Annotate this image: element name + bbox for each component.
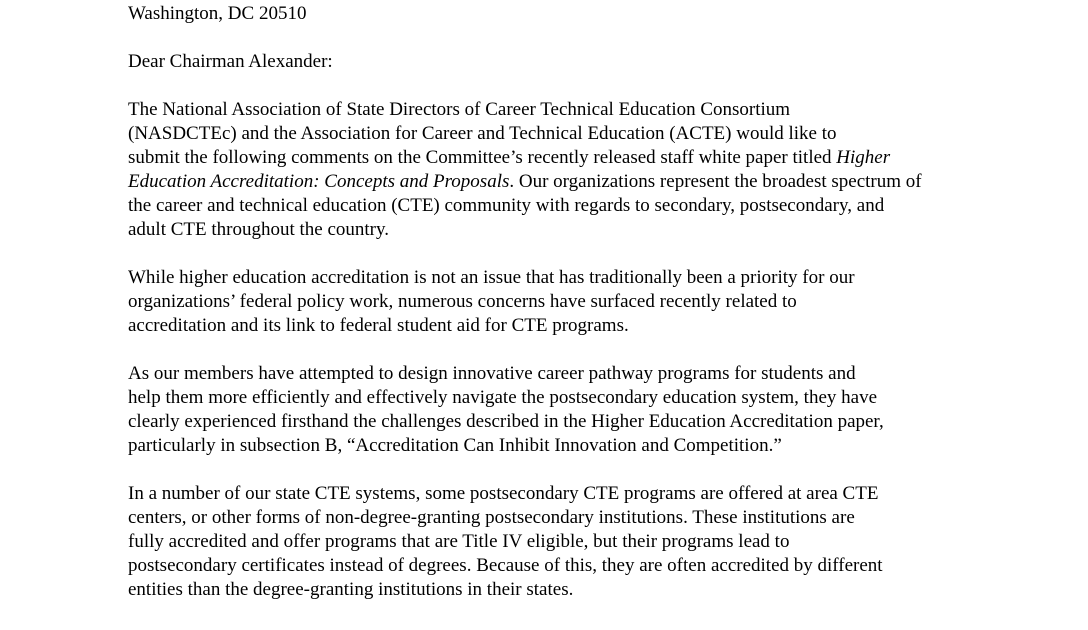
- salutation: Dear Chairman Alexander:: [128, 51, 333, 72]
- address-line: Washington, DC 20510: [128, 3, 307, 24]
- letter-body: [128, 2, 968, 602]
- paper-title: Education Accreditation: Concepts and Proposals: [128, 171, 510, 192]
- paragraph-line: [128, 146, 968, 170]
- paragraph-line: postsecondary certificates instead of degrees. Because of this, they are often accredited by different: [128, 555, 883, 576]
- paragraph-line: help them more efficiently and effectively navigate the postsecondary education system, they have: [128, 387, 878, 408]
- paragraph-line: the career and technical education (CTE) community with regards to secondary, postsecondary, and: [128, 195, 885, 216]
- spacer: [128, 458, 968, 482]
- paragraph-line: centers, or other forms of non-degree-granting postsecondary institutions. These institutions are: [128, 507, 855, 528]
- paragraph-line: (NASDCTEc) and the Association for Career and Technical Education (ACTE) would like to: [128, 123, 837, 144]
- spacer: [128, 26, 968, 50]
- spacer: [128, 338, 968, 362]
- paragraph-3: [128, 362, 968, 458]
- paper-title-start: Higher: [836, 147, 891, 168]
- paragraph-2: [128, 266, 968, 338]
- paragraph-line: particularly in subsection B, “Accreditation Can Inhibit Innovation and Competition.”: [128, 435, 782, 456]
- spacer: [128, 74, 968, 98]
- paragraph-text: submit the following comments on the Committee’s recently released staff white paper titled: [128, 147, 837, 168]
- paragraph-line: [128, 170, 968, 194]
- paragraph-line: In a number of our state CTE systems, some postsecondary CTE programs are offered at area CTE: [128, 483, 879, 504]
- paragraph-1: [128, 98, 968, 242]
- paragraph-line: accreditation and its link to federal student aid for CTE programs.: [128, 315, 629, 336]
- paragraph-line: adult CTE throughout the country.: [128, 219, 390, 240]
- paragraph-line: While higher education accreditation is not an issue that has traditionally been a priority for our: [128, 267, 855, 288]
- paragraph-text: . Our organizations represent the broadest spectrum of: [509, 171, 922, 192]
- paragraph-line: fully accredited and offer programs that are Title IV eligible, but their programs lead to: [128, 531, 790, 552]
- paragraph-line: As our members have attempted to design innovative career pathway programs for students and: [128, 363, 856, 384]
- paragraph-line: organizations’ federal policy work, numerous concerns have surfaced recently related to: [128, 291, 797, 312]
- paragraph-line: entities than the degree-granting institutions in their states.: [128, 579, 574, 600]
- paragraph-4: [128, 482, 968, 602]
- spacer: [128, 242, 968, 266]
- paragraph-line: The National Association of State Directors of Career Technical Education Consortium: [128, 99, 791, 120]
- paragraph-line: clearly experienced firsthand the challenges described in the Higher Education Accreditation paper,: [128, 411, 884, 432]
